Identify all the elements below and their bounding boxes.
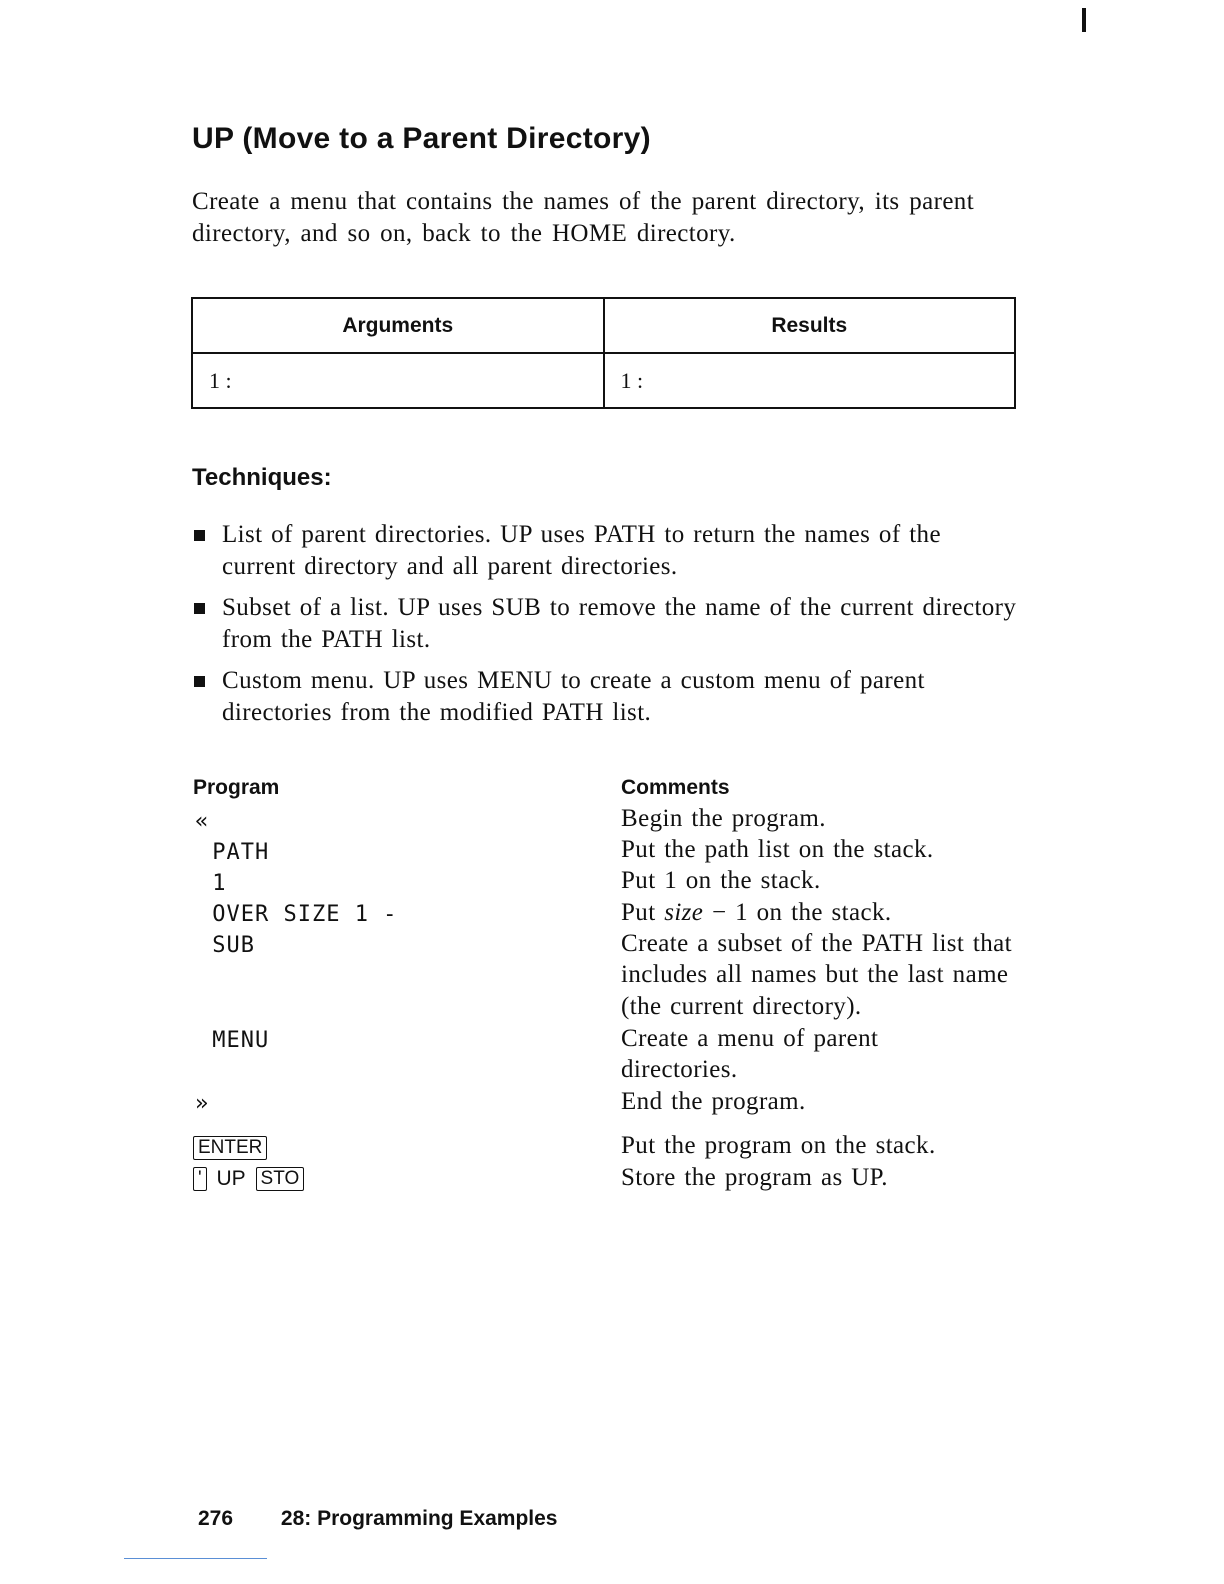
list-item [192, 665, 1022, 729]
page-number: 276 [198, 1507, 234, 1530]
chapter-title: 28: Programming Examples [280, 1507, 558, 1530]
comment-sub: Create a subset of the PATH list that includes all names but the last name (the current directory). [621, 930, 1013, 1020]
comment-end: End the program. [621, 1088, 806, 1115]
page-footer [198, 1507, 558, 1531]
comment-size-em: size [664, 899, 704, 926]
comment-size-post: − 1 on the stack. [703, 899, 892, 926]
arguments-cell: 1 : [192, 353, 604, 408]
table-header-row [192, 298, 1015, 353]
code-line-one: 1 [198, 871, 227, 896]
enter-key: ENTER [193, 1136, 267, 1160]
program-name: UP [216, 1167, 246, 1190]
stack-diagram-table [191, 297, 1016, 409]
code-line-over-size: OVER SIZE 1 - [198, 902, 398, 927]
margin-change-bar [1082, 8, 1086, 32]
comment-path: Put the path list on the stack. [621, 836, 934, 863]
quote-key: ' [193, 1167, 207, 1191]
list-item-text: Subset of a list. UP uses SUB to remove the name of the current directory from the PATH list. [222, 594, 1017, 653]
list-item-text: List of parent directories. UP uses PATH to return the names of the current directory and all parent directories. [222, 521, 941, 580]
code-line-menu: MENU [198, 1028, 270, 1053]
code-line-close: » [195, 1091, 210, 1116]
arguments-header: Arguments [192, 298, 604, 353]
page-title: UP (Move to a Parent Directory) [192, 122, 651, 155]
bullet-icon [194, 530, 205, 541]
results-header: Results [604, 298, 1016, 353]
techniques-heading: Techniques: [192, 464, 332, 491]
bullet-icon [194, 603, 205, 614]
table-row [192, 353, 1015, 408]
sto-key: STO [256, 1167, 305, 1191]
code-line-open: « [195, 809, 210, 834]
code-line-sub: SUB [198, 933, 255, 958]
comment-one: Put 1 on the stack. [621, 867, 821, 894]
comments-heading: Comments [621, 776, 730, 799]
intro-paragraph: Create a menu that contains the names of the parent directory, its parent directory, and so on, back to the HOME directory. [192, 188, 975, 247]
code-line-path: PATH [198, 840, 270, 865]
comment-size [621, 897, 1041, 928]
list-item [192, 519, 1022, 583]
enter-keystroke [193, 1136, 267, 1160]
bullet-icon [194, 676, 205, 687]
list-item [192, 592, 1022, 656]
techniques-list [192, 519, 1022, 738]
bottom-rule [124, 1558, 267, 1559]
program-heading: Program [193, 776, 280, 799]
results-cell: 1 : [604, 353, 1016, 408]
comment-size-pre: Put [621, 899, 665, 926]
list-item-text: Custom menu. UP uses MENU to create a custom menu of parent directories from the modified PATH list. [222, 667, 925, 726]
comment-store: Store the program as UP. [621, 1164, 888, 1191]
comment-enter: Put the program on the stack. [621, 1132, 936, 1159]
comment-menu: Create a menu of parent directories. [621, 1025, 879, 1084]
store-keystroke [193, 1167, 304, 1191]
comment-begin: Begin the program. [621, 805, 826, 832]
